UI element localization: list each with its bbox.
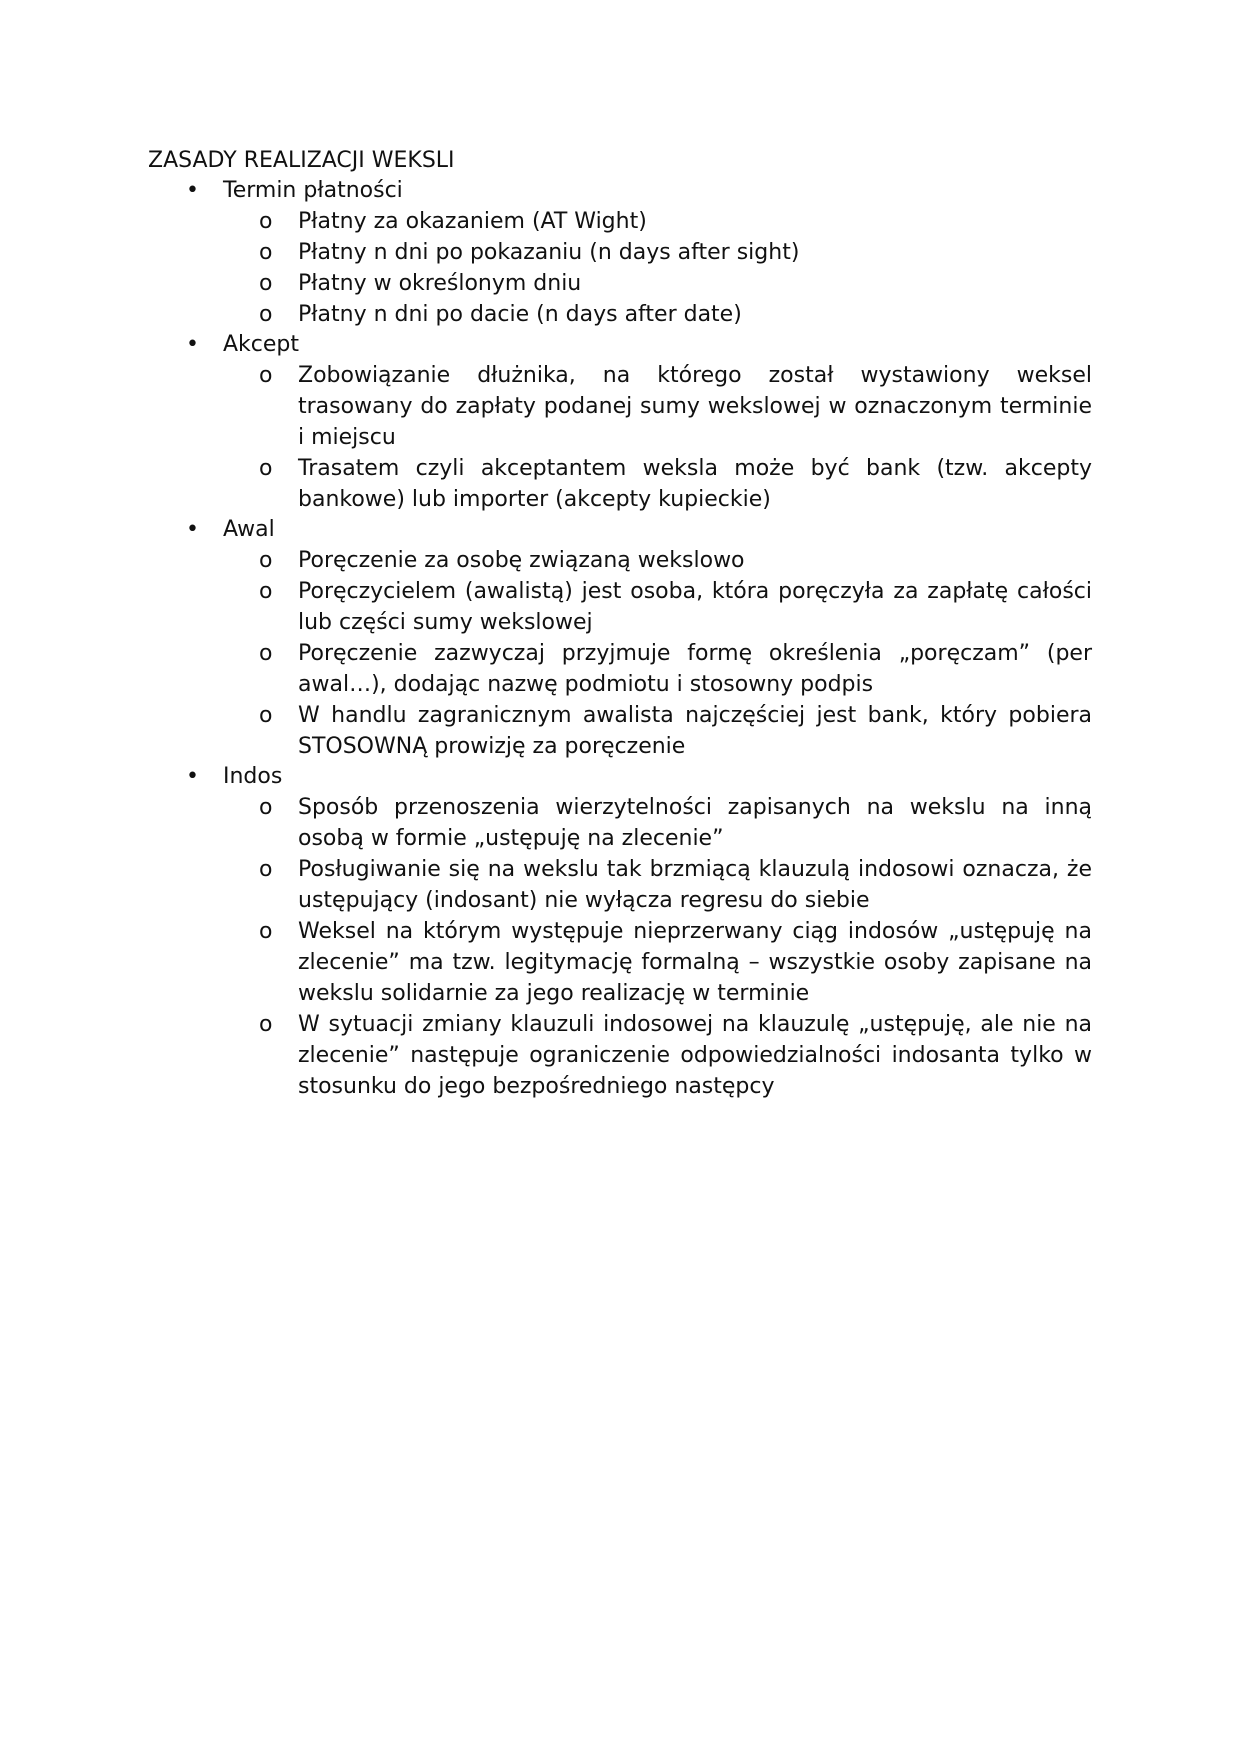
circle-bullet-icon: o — [259, 363, 273, 388]
section-heading: Indos — [223, 764, 283, 789]
bullet-icon: • — [186, 332, 199, 357]
list-item — [223, 576, 1092, 638]
subitem-list — [223, 360, 1092, 515]
circle-bullet-icon: o — [259, 240, 273, 265]
outline-section — [148, 515, 1092, 762]
circle-bullet-icon: o — [259, 209, 273, 234]
list-item — [223, 854, 1092, 916]
list-item — [223, 700, 1092, 762]
section-heading: Akcept — [223, 332, 300, 357]
list-item-text: Płatny za okazaniem (AT Wight) — [298, 209, 647, 234]
list-item — [223, 206, 1092, 237]
list-item-text: Płatny w określonym dniu — [298, 271, 582, 296]
bullet-icon: • — [186, 764, 199, 789]
section-list — [148, 176, 1092, 1102]
list-item-text: Trasatem czyli akceptantem weksla może być bank (tzw. akcepty bankowe) lub importer (akcepty kupieckie) — [298, 456, 1092, 512]
document-title: ZASADY REALIZACJI WEKSLI — [148, 148, 455, 173]
list-item-text: Poręczenie zazwyczaj przyjmuje formę określenia „poręczam” (per awal…), dodając nazwę podmiotu i stosowny podpis — [298, 641, 1092, 697]
bullet-icon: • — [186, 178, 199, 203]
subitem-list — [223, 545, 1092, 762]
circle-bullet-icon: o — [259, 919, 273, 944]
list-item-text: Płatny n dni po dacie (n days after date) — [298, 302, 742, 327]
list-item — [223, 299, 1092, 330]
list-item-text: Poręczycielem (awalistą) jest osoba, która poręczyła za zapłatę całości lub części sumy wekslowej — [298, 579, 1092, 635]
circle-bullet-icon: o — [259, 795, 273, 820]
subitem-list — [223, 206, 1092, 330]
list-item — [223, 792, 1092, 854]
list-item — [223, 360, 1092, 453]
circle-bullet-icon: o — [259, 857, 273, 882]
list-item-text: W handlu zagranicznym awalista najczęściej jest bank, który pobiera STOSOWNĄ prowizję za poręczenie — [298, 703, 1092, 759]
section-heading: Termin płatności — [223, 178, 403, 203]
circle-bullet-icon: o — [259, 579, 273, 604]
list-item — [223, 1009, 1092, 1102]
list-item-text: Sposób przenoszenia wierzytelności zapisanych na wekslu na inną osobą w formie „ustępuję na zlecenie” — [298, 795, 1092, 851]
list-item — [223, 237, 1092, 268]
subitem-list — [223, 792, 1092, 1102]
outline-section — [148, 762, 1092, 1102]
list-item — [223, 453, 1092, 515]
outline-section — [148, 330, 1092, 515]
document-body — [148, 146, 1092, 1102]
circle-bullet-icon: o — [259, 456, 273, 481]
list-item — [223, 638, 1092, 700]
circle-bullet-icon: o — [259, 548, 273, 573]
circle-bullet-icon: o — [259, 302, 273, 327]
list-item — [223, 545, 1092, 576]
list-item-text: W sytuacji zmiany klauzuli indosowej na klauzulę „ustępuję, ale nie na zlecenie” następuje ograniczenie odpowiedzialności indosanta tylko w stosunku do jego bezpośredniego następcy — [298, 1012, 1092, 1099]
bullet-icon: • — [186, 517, 199, 542]
list-item-text: Weksel na którym występuje nieprzerwany ciąg indosów „ustępuję na zlecenie” ma tzw. legitymację formalną – wszystkie osoby zapisane na wekslu solidarnie za jego realizację w terminie — [298, 919, 1092, 1006]
list-item-text: Posługiwanie się na wekslu tak brzmiącą klauzulą indosowi oznacza, że ustępujący (indosant) nie wyłącza regresu do siebie — [298, 857, 1092, 913]
circle-bullet-icon: o — [259, 271, 273, 296]
list-item — [223, 916, 1092, 1009]
circle-bullet-icon: o — [259, 641, 273, 666]
outline-section — [148, 176, 1092, 330]
section-heading: Awal — [223, 517, 275, 542]
circle-bullet-icon: o — [259, 1012, 273, 1037]
list-item-text: Poręczenie za osobę związaną wekslowo — [298, 548, 745, 573]
list-item — [223, 268, 1092, 299]
list-item-text: Zobowiązanie dłużnika, na którego został wystawiony weksel trasowany do zapłaty podanej sumy wekslowej w oznaczonym terminie i miejscu — [298, 363, 1092, 450]
circle-bullet-icon: o — [259, 703, 273, 728]
list-item-text: Płatny n dni po pokazaniu (n days after sight) — [298, 240, 800, 265]
